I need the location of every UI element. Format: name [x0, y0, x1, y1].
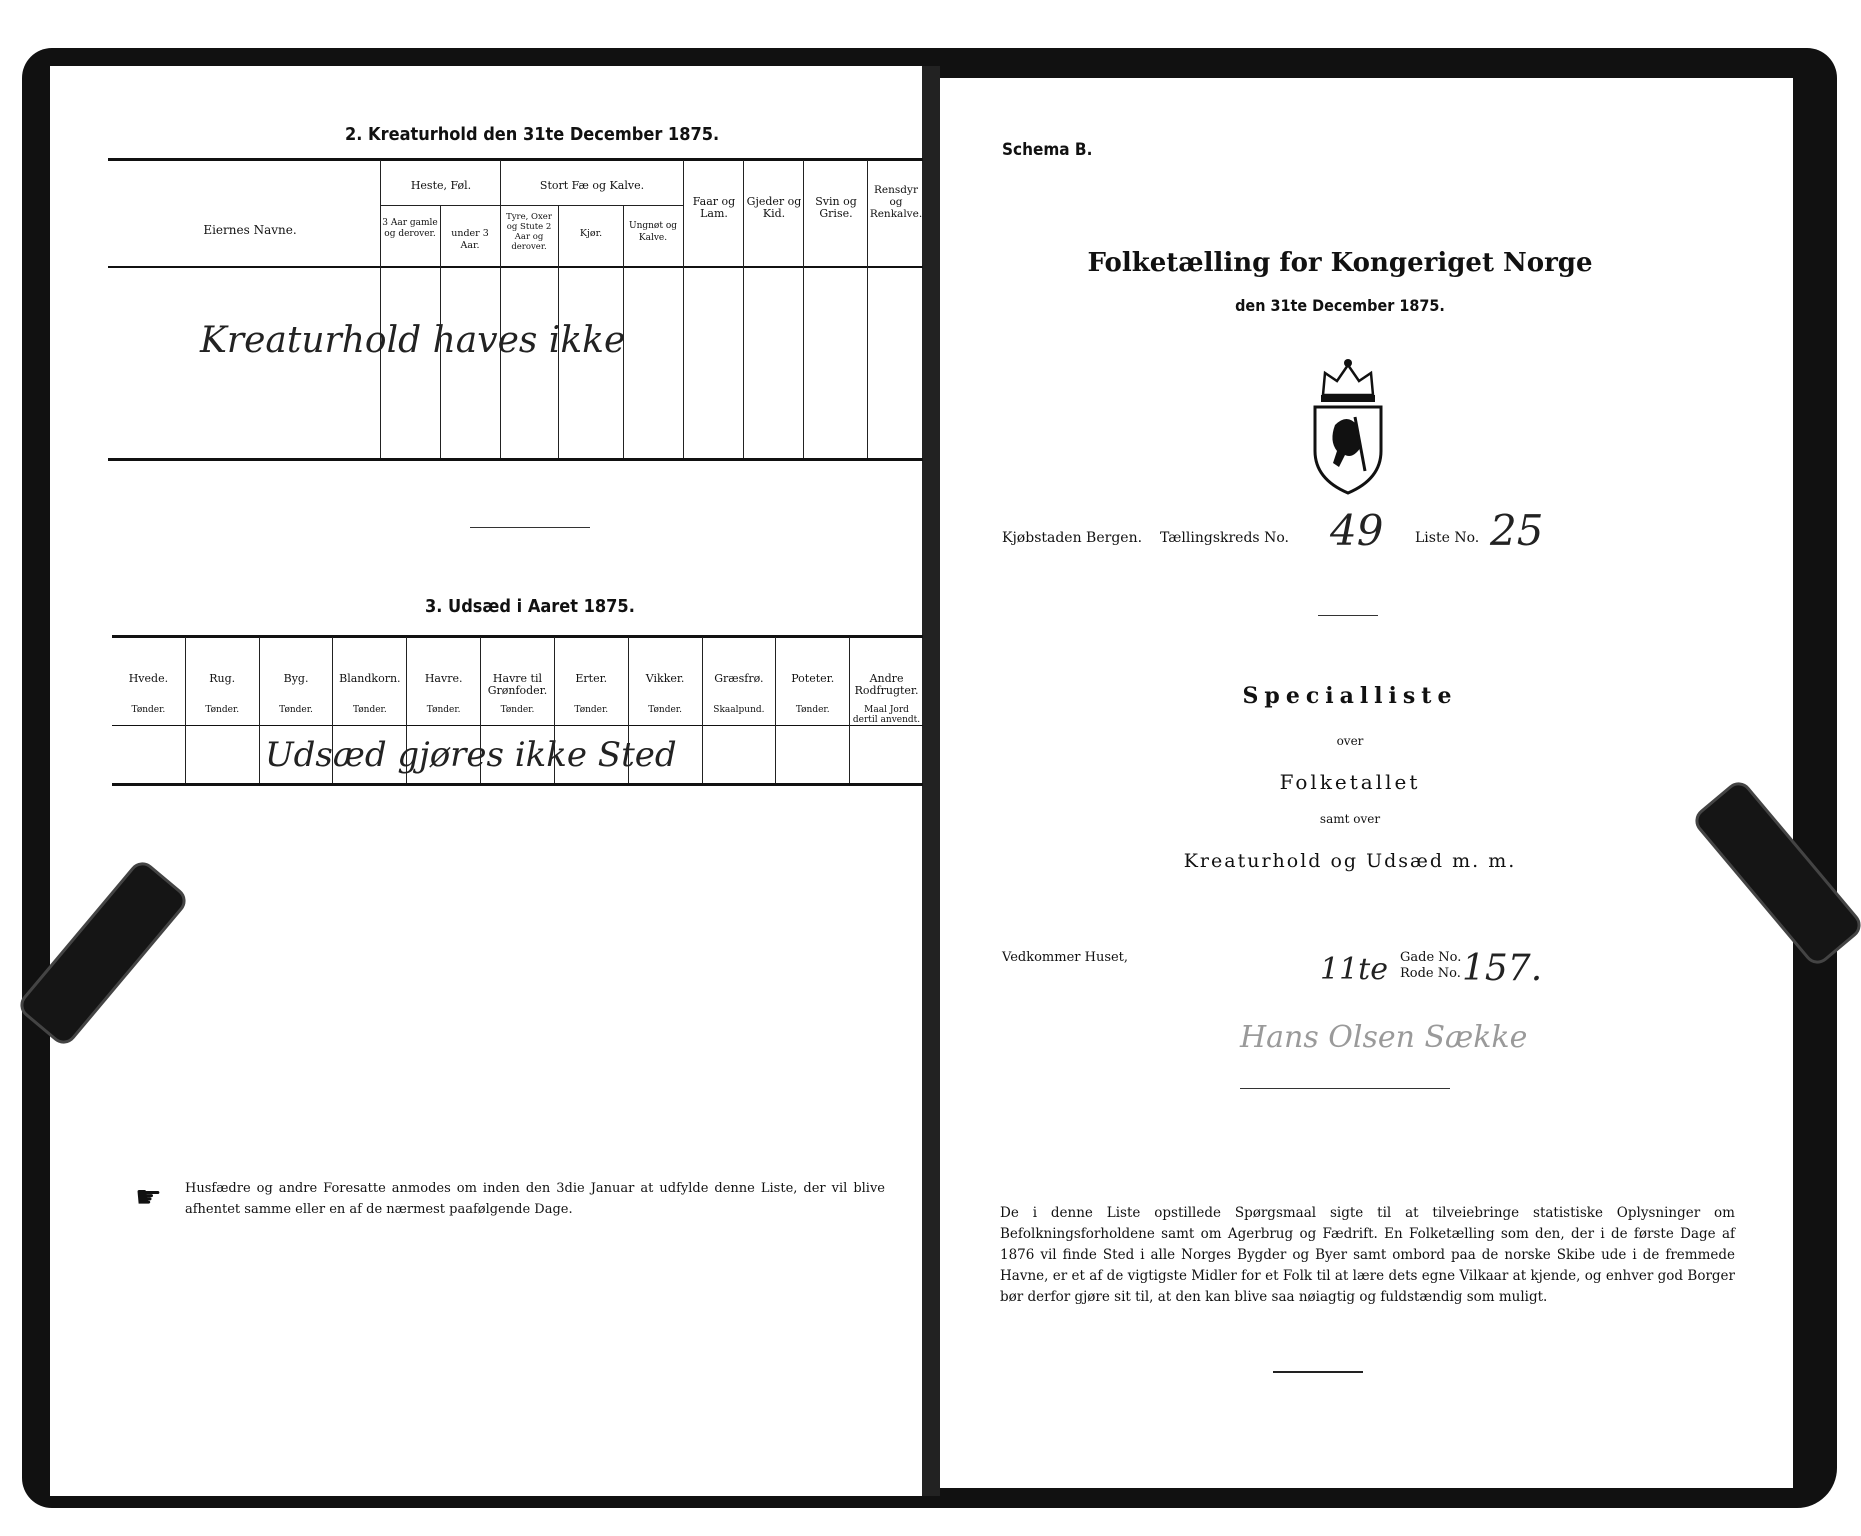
- end-rule: [1273, 1371, 1363, 1373]
- table-top-rule: [108, 158, 923, 161]
- section2-title: 2. Kreaturhold den 31te December 1875.: [345, 124, 720, 145]
- sowing-column: [185, 637, 259, 783]
- gade-label: Gade No.: [1400, 950, 1462, 965]
- sowing-column: [775, 637, 849, 783]
- divider: [1318, 615, 1378, 616]
- col-horses-b: under 3 Aar.: [451, 228, 489, 251]
- over-text: over: [1336, 734, 1364, 748]
- sowing-column-unit: Tønder.: [131, 705, 166, 715]
- kreaturhold-text: Kreaturhold og Udsæd m. m.: [1183, 850, 1517, 872]
- liste-label: Liste No.: [1415, 530, 1480, 546]
- folketallet-text: Folketallet: [1279, 770, 1421, 794]
- col-reindeer: Rensdyr og Renkalve.: [869, 184, 923, 220]
- col-horses-group: Heste, Føl.: [410, 179, 472, 192]
- handwritten-sowing-note: Udsæd gjøres ikke Sted: [265, 735, 677, 775]
- sowing-column-unit: Tønder.: [205, 705, 240, 715]
- main-title: Folketælling for Kongeriget Norge: [1087, 248, 1593, 278]
- col-divider: [500, 160, 501, 458]
- handwritten-livestock-note: Kreaturhold haves ikke: [200, 320, 626, 361]
- specialliste-title: Specialliste: [1242, 683, 1458, 709]
- table-bottom-rule: [108, 458, 923, 461]
- signature-line: [1240, 1088, 1450, 1089]
- group-sub-rule: [380, 205, 683, 206]
- sowing-column-unit: Tønder.: [648, 705, 682, 715]
- sowing-column-name: Blandkorn.: [339, 672, 401, 685]
- sowing-column-name: Poteter.: [791, 672, 835, 685]
- sowing-column-name: Byg.: [283, 672, 309, 685]
- sowing-column-name: Andre Rodfrugter.: [854, 672, 919, 697]
- book-gutter: [922, 66, 940, 1496]
- col-goats: Gjeder og Kid.: [746, 195, 802, 220]
- rode-prefix: 11te: [1320, 952, 1388, 987]
- pointing-hand-icon: ☛: [135, 1180, 162, 1215]
- col-owner: Eiernes Navne.: [203, 223, 297, 237]
- sowing-column-name: Erter.: [575, 672, 608, 685]
- col-sheep: Faar og Lam.: [692, 195, 736, 220]
- sowing-column-name: Hvede.: [128, 672, 169, 685]
- vedkommer-label: Vedkommer Huset,: [1002, 950, 1129, 965]
- sowing-column-name: Havre.: [424, 672, 463, 685]
- col-cattle-b: Kjør.: [579, 228, 603, 239]
- krets-number: 49: [1330, 506, 1384, 555]
- return-notice: Husfædre og andre Foresatte anmodes om inden den 3die Januar at udfylde denne Liste, der vil blive afhentet samme eller en af de nærmest paafølgende Dage.: [185, 1181, 885, 1217]
- col-cattle-group: Stort Fæ og Kalve.: [539, 179, 645, 192]
- schema-label: Schema B.: [1002, 140, 1093, 160]
- census-explanation: De i denne Liste opstillede Spørgsmaal sigte til at tilveiebringe statistiske Oplysninger om Befolkningsforholdene samt om Agerbrug og Fædrift. En Folketælling som den, der i de første Dage af 1876 vil finde Sted i alle Norges Bygder og Byer samt ombord paa de norske Skibe ude i de fremmede Havne, er et af de vigtigste Midler for et Folk til at lære dets egne Vilkaar at kjende, og enhver god Borger bør derfor gjøre sit til, at den kan blive saa nøiagtig og fuldstændig som muligt.: [1000, 1205, 1735, 1305]
- sowing-column-name: Græsfrø.: [714, 672, 764, 685]
- sowing-column: [112, 637, 185, 783]
- table-header-rule: [108, 266, 923, 268]
- sowing-column-unit: Tønder.: [795, 705, 830, 715]
- col-divider: [743, 160, 744, 458]
- sowing-column-unit: Tønder.: [279, 705, 313, 715]
- sowing-column-name: Havre til Grønfoder.: [487, 672, 548, 697]
- col-divider: [683, 160, 684, 458]
- owner-name-handwritten: Hans Olsen Sække: [1240, 1020, 1528, 1055]
- divider: [470, 527, 590, 528]
- section3-title: 3. Udsæd i Aaret 1875.: [425, 596, 635, 617]
- samt-over-text: samt over: [1319, 812, 1381, 826]
- sowing-column-name: Rug.: [209, 672, 236, 685]
- rode-label: Rode No.: [1400, 966, 1461, 981]
- sowing-column-name: Vikker.: [645, 672, 685, 685]
- sowing-column-unit: Tønder.: [500, 705, 535, 715]
- sowing-column-unit: Maal Jord dertil anvendt.: [852, 705, 921, 725]
- kjobstad-label: Kjøbstaden Bergen.: [1002, 530, 1143, 546]
- col-cattle-a: Tyre, Oxer og Stute 2 Aar og derover.: [506, 212, 552, 252]
- census-date: den 31te December 1875.: [1235, 296, 1445, 315]
- col-divider: [867, 160, 868, 458]
- col-pigs: Svin og Grise.: [815, 195, 857, 220]
- coat-of-arms-icon: [1305, 355, 1391, 495]
- sowing-column-unit: Tønder.: [426, 705, 461, 715]
- col-divider: [803, 160, 804, 458]
- col-divider: [380, 160, 381, 458]
- rode-number: 157.: [1462, 948, 1543, 989]
- sowing-column-unit: Tønder.: [352, 705, 387, 715]
- krets-label: Tællingskreds No.: [1160, 530, 1289, 546]
- sowing-column-unit: Skaalpund.: [713, 705, 765, 715]
- sowing-column-unit: Tønder.: [574, 705, 609, 715]
- liste-number: 25: [1490, 506, 1544, 555]
- col-horses-a: 3 Aar gamle og derover.: [382, 218, 438, 239]
- table-bottom-rule: [112, 783, 923, 786]
- col-cattle-c: Ungnøt og Kalve.: [628, 221, 677, 243]
- sowing-column: [849, 637, 923, 783]
